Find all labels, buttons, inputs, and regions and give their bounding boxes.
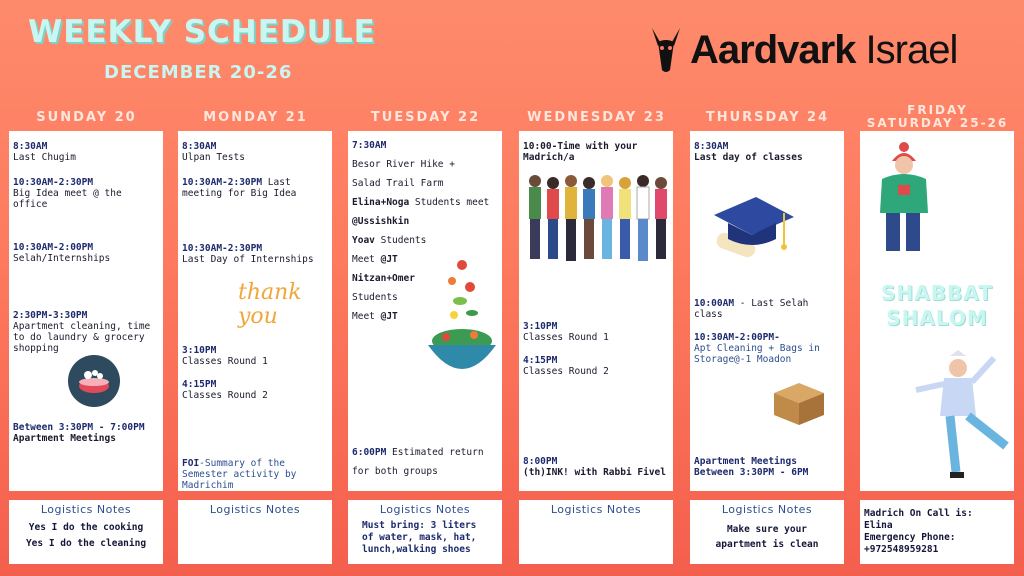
event: 8:30AM Last Chugim xyxy=(13,141,76,163)
event: 8:30AM Ulpan Tests xyxy=(182,141,245,163)
day-column-monday xyxy=(178,131,332,491)
day-column-friday-saturday xyxy=(860,131,1014,491)
group-of-people-illustration xyxy=(525,171,669,267)
event-return: 6:00PM Estimated return for both groups xyxy=(352,447,484,477)
day-header-thursday: THURSDAY 24 xyxy=(705,110,830,125)
skater-illustration xyxy=(910,346,1014,486)
on-call-contact-card: Madrich On Call is: Elina Emergency Phone: +972548959281 xyxy=(860,500,1014,564)
day-header-friday-saturday: FRIDAY SATURDAY 25-26 xyxy=(866,103,1009,130)
event: 4:15PM Classes Round 2 xyxy=(523,355,609,377)
person-in-sweater-illustration xyxy=(872,141,936,257)
event: 8:30AM Last day of classes xyxy=(694,141,803,163)
event: 3:10PM Classes Round 1 xyxy=(182,345,268,367)
page-title: WEEKLY SCHEDULE xyxy=(28,14,376,50)
event: 10:30AM-2:30PM Last meeting for Big Idea xyxy=(182,177,297,199)
event: 10:30AM-2:30PM Last Day of Internships xyxy=(182,243,314,265)
day-column-tuesday xyxy=(348,131,502,491)
event: 10:30AM-2:30PM Big Idea meet @ the office xyxy=(13,177,122,210)
moving-box-icon xyxy=(770,379,828,427)
day-header-monday: MONDAY 21 xyxy=(203,110,308,125)
shabbat-shalom-heading: SHABBAT SHALOM xyxy=(881,281,993,330)
aardvark-icon xyxy=(648,26,684,74)
event: 10:00AM - Last Selah class xyxy=(694,298,809,320)
brand-logo xyxy=(648,26,957,74)
event: FOI-Summary of the Semester activity by Madrichim xyxy=(182,458,297,491)
graduation-cap-icon xyxy=(708,193,796,269)
event: 10:30AM-2:00PM- Apt Cleaning + Bags in Storage@-1 Moadon xyxy=(694,332,820,365)
day-column-thursday xyxy=(690,131,844,491)
logistics-notes-sunday: Logistics Notes Yes I do the cooking Yes I do the cleaning xyxy=(9,500,163,564)
logistics-notes-monday: Logistics Notes xyxy=(178,500,332,564)
event: 3:10PM Classes Round 1 xyxy=(523,321,609,343)
day-header-tuesday: TUESDAY 22 xyxy=(370,110,481,125)
logistics-notes-wednesday: Logistics Notes xyxy=(519,500,673,564)
salad-bowl-icon xyxy=(424,253,500,385)
brand-name: Aardvark Israel xyxy=(690,27,958,72)
logistics-notes-thursday: Logistics Notes Make sure your apartment is clean xyxy=(690,500,844,564)
event: 2:30PM-3:30PM Apartment cleaning, time to do laundry & grocery shopping xyxy=(13,310,151,354)
laundry-tub-icon xyxy=(68,355,120,407)
event: 10:00-Time with your Madrich/a xyxy=(523,141,638,163)
day-header-wednesday: WEDNESDAY 23 xyxy=(527,110,666,125)
logistics-notes-tuesday: Logistics Notes Must bring: 3 liters of water, mask, hat, lunch,walking shoes xyxy=(348,500,502,564)
event: 10:30AM-2:00PM Selah/Internships xyxy=(13,242,111,264)
event: 4:15PM Classes Round 2 xyxy=(182,379,268,401)
event: Apartment Meetings Between 3:30PM - 6PM xyxy=(694,456,809,478)
event: Between 3:30PM - 7:00PM Apartment Meetings xyxy=(13,422,145,444)
thank-you-illustration: thank you xyxy=(238,280,302,329)
day-header-sunday: SUNDAY 20 xyxy=(36,110,137,125)
date-range: DECEMBER 20-26 xyxy=(104,62,293,83)
event: 8:00PM (th)INK! with Rabbi Fivel xyxy=(523,456,666,478)
event-besor-hike: 7:30AM Besor River Hike + Salad Trail Farm Elina+Noga Students meet @Ussishkin Yoav Students Meet @JT Nitzan+Omer Students Meet @JT xyxy=(352,140,490,322)
day-column-wednesday xyxy=(519,131,673,491)
day-column-sunday xyxy=(9,131,163,491)
